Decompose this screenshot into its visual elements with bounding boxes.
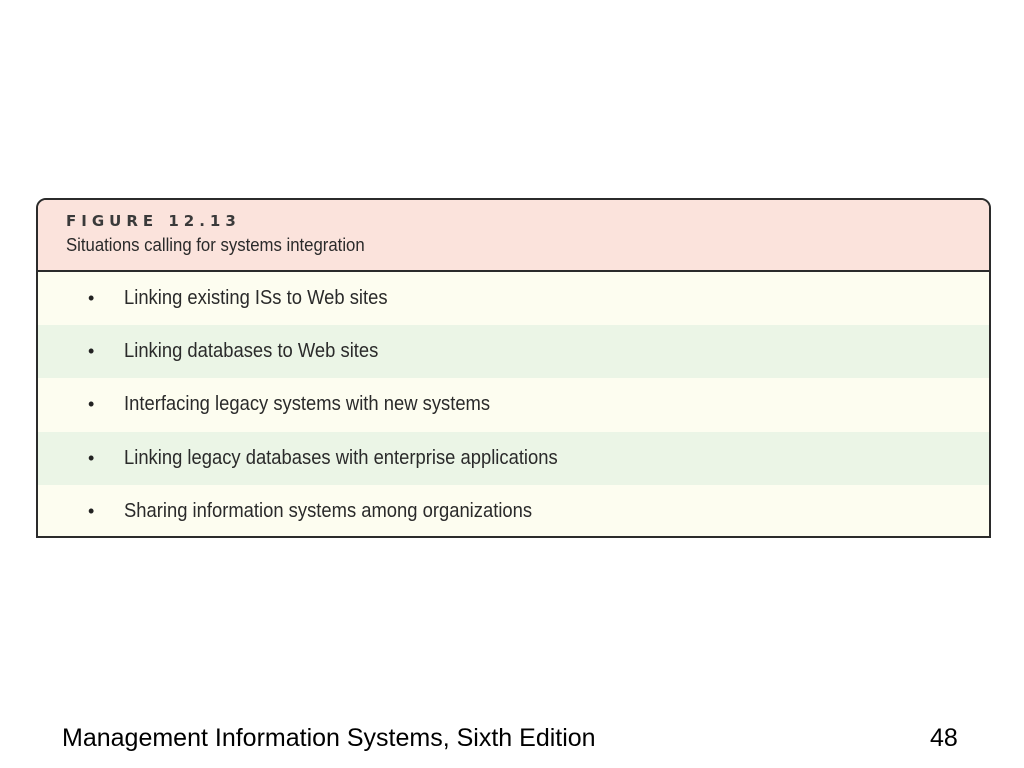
bullet-icon: • [88, 341, 95, 362]
list-item-text: Interfacing legacy systems with new systems [124, 393, 491, 416]
page-number: 48 [930, 724, 958, 752]
list-item [38, 432, 989, 485]
figure-label: FIGURE 12.13 [66, 212, 241, 230]
list-item [38, 272, 989, 325]
list-item-text: Linking existing ISs to Web sites [124, 287, 388, 310]
list-item [38, 325, 989, 378]
list-item-text: Linking databases to Web sites [124, 340, 379, 363]
bullet-icon: • [88, 288, 95, 309]
figure-header [38, 200, 989, 272]
bullet-icon: • [88, 394, 95, 415]
figure-caption: Situations calling for systems integration [66, 235, 365, 255]
bullet-icon: • [88, 500, 95, 521]
figure-box [36, 198, 991, 538]
footer-title: Management Information Systems, Sixth Edition [62, 724, 596, 752]
list-item [38, 378, 989, 431]
list-item [38, 485, 989, 538]
bullet-icon: • [88, 447, 95, 468]
list-item-text: Sharing information systems among organizations [124, 499, 533, 522]
list-item-text: Linking legacy databases with enterprise applications [124, 446, 558, 469]
figure-list [38, 272, 989, 538]
